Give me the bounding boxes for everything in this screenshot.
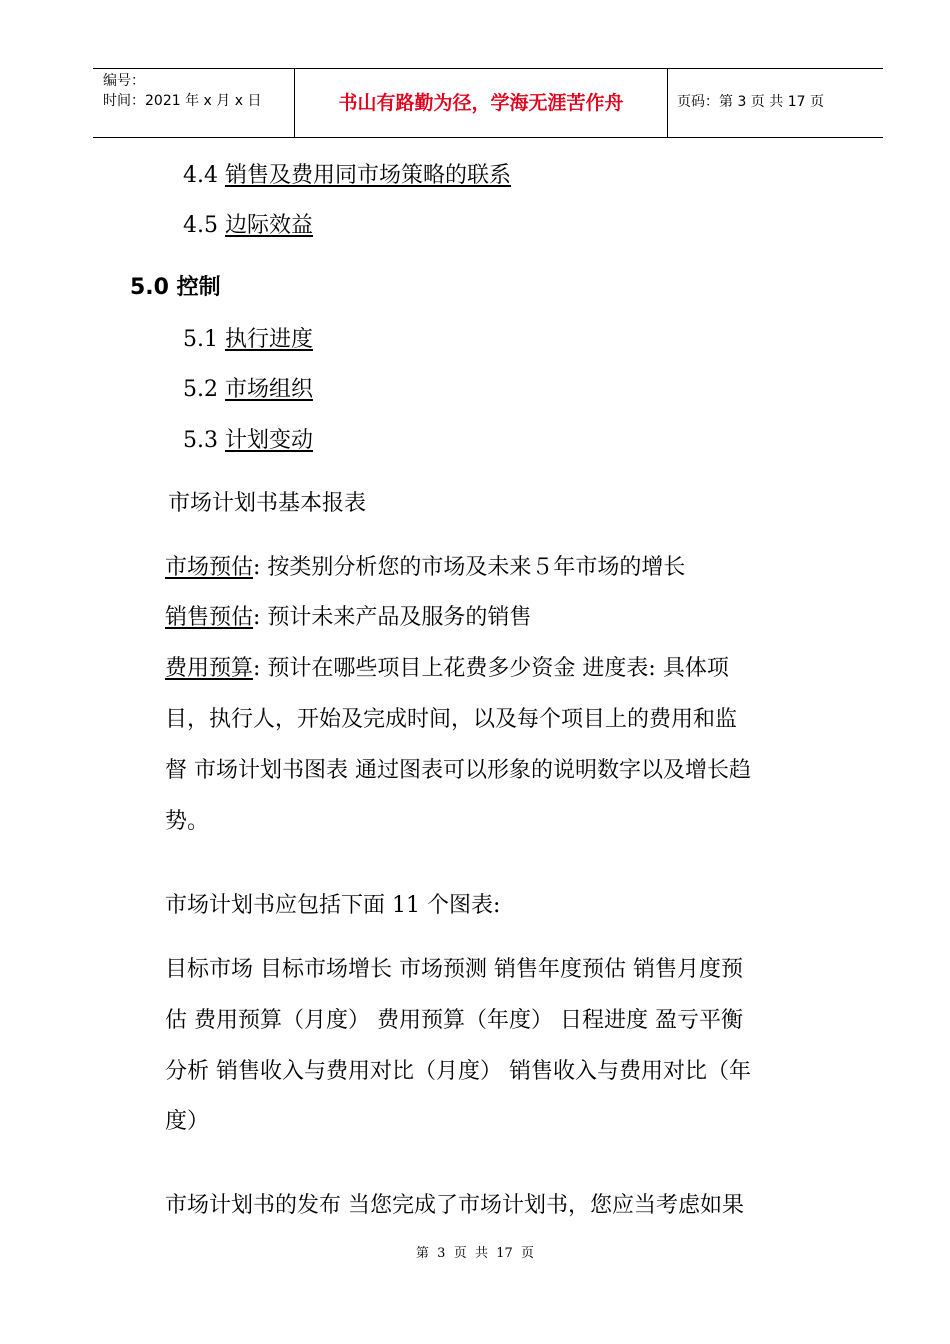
charts-list-line: 分析 销售收入与费用对比（月度） 销售收入与费用对比（年 [165,1059,751,1084]
outline-link[interactable]: 计划变动 [225,428,314,453]
header-page-cell [668,69,883,137]
estimate-text: : 预计在哪些项目上花费多少资金 进度表: 具体项 [253,656,729,681]
estimate-text: : 按类别分析您的市场及未来５年市场的增长 [253,555,686,580]
document-number: 编号： [103,73,145,89]
outline-link[interactable]: 边际效益 [225,213,314,238]
paragraph-line: 督 市场计划书图表 通过图表可以形象的说明数字以及增长趋 [165,758,751,783]
outline-link[interactable]: 销售及费用同市场策略的联系 [225,163,512,188]
header-meta-cell [93,69,295,137]
header-motto: 书山有路勤为径，学海无涯苦作舟 [338,92,624,114]
section-title: 控制 [176,275,221,300]
outline-link[interactable]: 市场组织 [225,377,314,402]
charts-intro: 市场计划书应包括下面 11 个图表: [165,893,501,918]
page-header [93,68,883,138]
estimate-text: : 预计未来产品及服务的销售 [253,605,532,630]
paragraph-line: 市场计划书的发布 当您完成了市场计划书，您应当考虑如果 [165,1193,744,1218]
header-motto-cell [295,69,668,137]
footer-page-number: 第 3 页 共 17 页 [415,1246,535,1261]
outline-number: 4.5 [183,213,218,238]
section-heading [130,272,221,304]
estimate-term[interactable]: 费用预算 [165,656,254,681]
section-number: 5.0 [130,275,169,300]
document-time: 时间：2021 年 x 月 x 日 [103,93,262,109]
outline-item [183,425,313,457]
charts-list-line: 度） [165,1109,210,1134]
estimate-term[interactable]: 市场预估 [165,555,254,580]
outline-number: 5.1 [183,327,218,352]
charts-list-line: 目标市场 目标市场增长 市场预测 销售年度预估 销售月度预 [165,957,743,982]
paragraph-line: 目，执行人，开始及完成时间，以及每个项目上的费用和监 [165,707,738,732]
page-footer [0,1245,950,1263]
estimate-line [165,602,531,634]
outline-item [183,324,313,356]
outline-number: 5.3 [183,428,218,453]
outline-link[interactable]: 执行进度 [225,327,314,352]
outline-item [183,374,313,406]
estimate-term[interactable]: 销售预估 [165,605,254,630]
header-page-number: 页码：第 3 页 共 17 页 [677,94,824,110]
outline-item [183,210,313,242]
estimate-line [165,653,729,685]
paragraph-line: 势。 [165,809,210,834]
estimate-line [165,552,685,584]
outline-number: 5.2 [183,377,218,402]
outline-item [183,160,511,192]
report-title: 市场计划书基本报表 [168,491,367,516]
outline-number: 4.4 [183,163,218,188]
charts-list-line: 估 费用预算（月度） 费用预算（年度） 日程进度 盈亏平衡 [165,1008,743,1033]
